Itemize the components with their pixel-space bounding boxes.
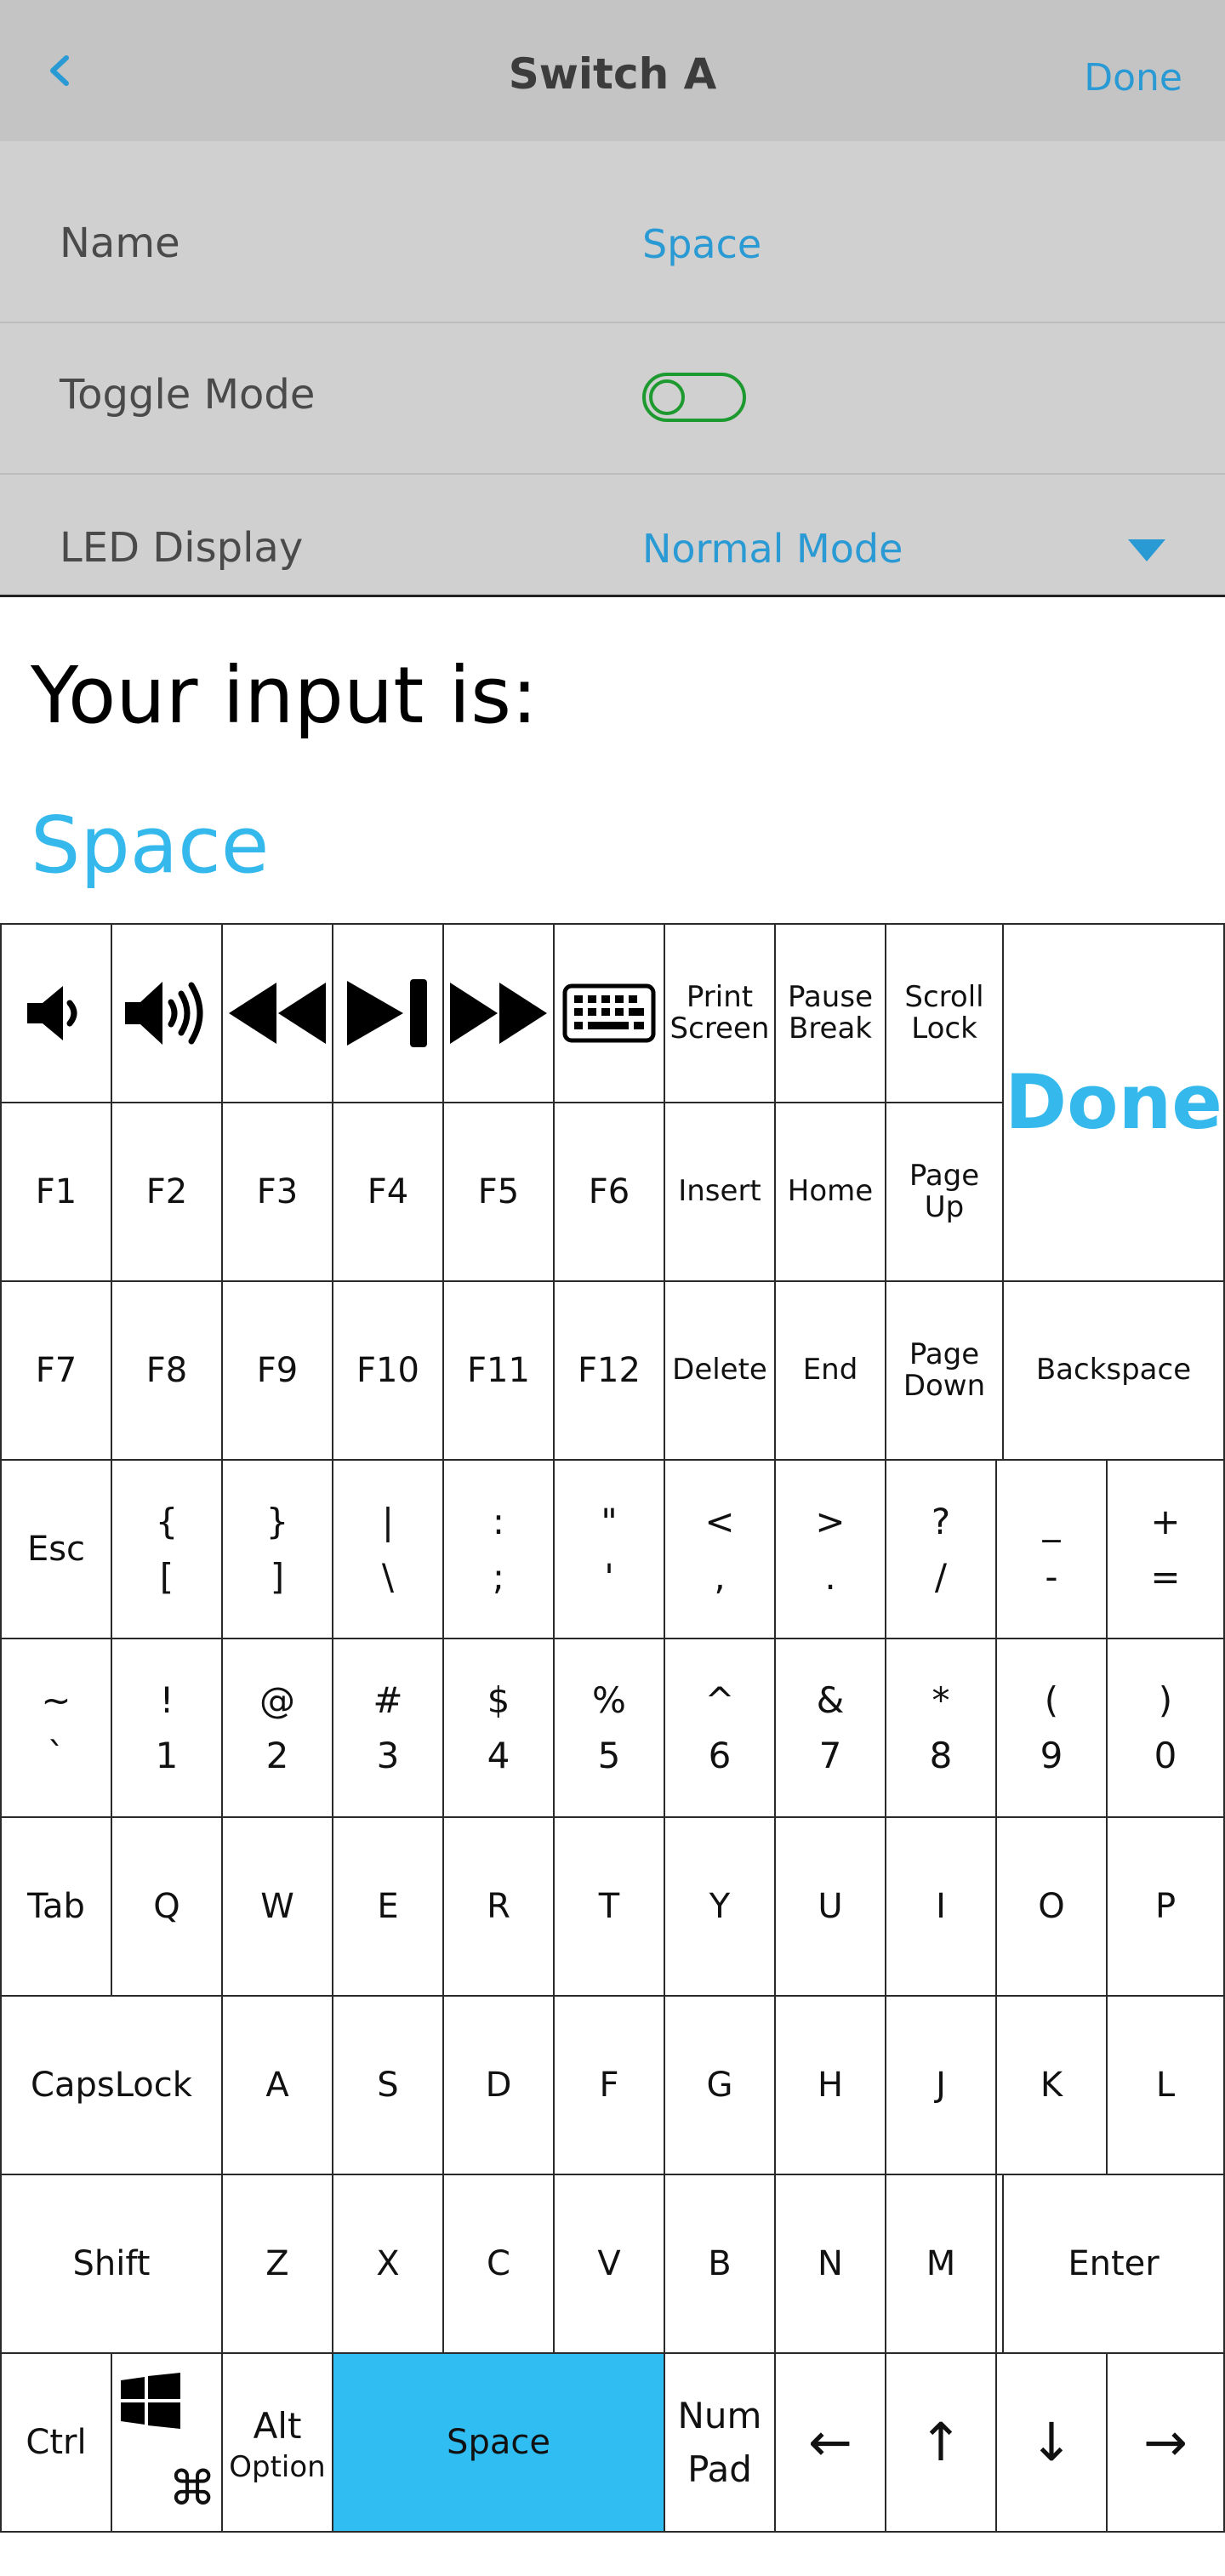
number-key[interactable] — [885, 1638, 997, 1818]
rewind-icon — [227, 979, 328, 1047]
key-label: F9 — [256, 1351, 299, 1390]
letter-key[interactable] — [664, 1816, 776, 1997]
arrow-up-key[interactable] — [885, 2352, 997, 2533]
key-label: Pause — [788, 979, 873, 1014]
letter-key[interactable] — [1106, 1816, 1225, 1997]
key-label: \ — [381, 1556, 395, 1598]
key-label: } — [265, 1500, 289, 1542]
key-label: O — [1038, 1887, 1065, 1926]
letter-key[interactable] — [111, 1816, 223, 1997]
letter-key[interactable] — [332, 1816, 444, 1997]
symbol-key[interactable] — [221, 1459, 333, 1639]
page-title: Switch A — [508, 49, 717, 99]
key-label: 3 — [376, 1735, 400, 1776]
volume-down-key[interactable] — [0, 923, 112, 1103]
key-label: { — [155, 1500, 179, 1542]
backspace-key[interactable] — [1002, 1280, 1225, 1461]
play-pause-icon — [345, 977, 430, 1049]
letter-key[interactable] — [553, 1816, 665, 1997]
letter-key[interactable] — [332, 2174, 444, 2354]
key-label: F2 — [145, 1172, 188, 1211]
arrow-right-key[interactable] — [1106, 2352, 1225, 2533]
windows-logo-icon — [121, 2373, 180, 2429]
key-label: W — [260, 1887, 294, 1926]
key-label: Pad — [687, 2448, 752, 2490]
number-key[interactable] — [442, 1638, 555, 1818]
key-label: ` — [47, 1735, 66, 1776]
key-label: M — [926, 2244, 956, 2283]
key-label: 1 — [155, 1735, 179, 1776]
key-label: ] — [270, 1556, 285, 1598]
key-f12[interactable] — [553, 1280, 665, 1461]
key-label: G — [706, 2066, 733, 2105]
letter-key[interactable] — [774, 2174, 886, 2354]
key-label: Done — [1005, 1057, 1222, 1146]
key-label: S — [377, 2066, 399, 2105]
letter-key[interactable] — [442, 2174, 555, 2354]
key-label: F — [599, 2066, 619, 2105]
key-label: + — [1150, 1500, 1181, 1542]
key-label: F8 — [145, 1351, 188, 1390]
tilde-key[interactable] — [0, 1638, 112, 1818]
key-label: Esc — [26, 1530, 86, 1569]
input-prompt: Your input is: — [31, 650, 538, 741]
key-label: @ — [259, 1678, 295, 1721]
key-label: ) — [1158, 1678, 1173, 1721]
key-label: Option — [229, 2449, 326, 2484]
letter-key[interactable] — [442, 1816, 555, 1997]
key-label: F10 — [356, 1351, 419, 1390]
letter-key[interactable] — [221, 1995, 333, 2175]
ctrl-key[interactable] — [0, 2352, 112, 2533]
key-label: 5 — [597, 1735, 621, 1776]
pause-break-key[interactable] — [774, 923, 886, 1103]
tab-key[interactable] — [0, 1816, 112, 1997]
key-label: " — [601, 1500, 618, 1542]
letter-key[interactable] — [332, 1995, 444, 2175]
key-label: U — [818, 1887, 843, 1926]
key-label: N — [818, 2244, 843, 2283]
key-label: - — [1045, 1556, 1058, 1598]
nav-header — [0, 0, 1225, 141]
led-display-value[interactable]: Normal Mode — [642, 526, 903, 572]
page-up-key[interactable] — [885, 1102, 1004, 1282]
key-label: Backspace — [1035, 1353, 1192, 1388]
key-label: Num — [677, 2395, 762, 2436]
key-f7[interactable] — [0, 1280, 112, 1461]
key-f9[interactable] — [221, 1280, 333, 1461]
key-label: 6 — [708, 1735, 732, 1776]
name-row[interactable] — [0, 141, 1225, 323]
key-label: * — [932, 1678, 950, 1721]
command-icon: ⌘ — [168, 2461, 216, 2517]
letter-key[interactable] — [774, 1816, 886, 1997]
key-label: Y — [709, 1887, 731, 1926]
name-value[interactable]: Space — [642, 221, 762, 267]
keyboard-done-key[interactable] — [1002, 923, 1225, 1282]
letter-key[interactable] — [885, 1816, 997, 1997]
fast-forward-icon — [448, 979, 549, 1047]
capslock-key[interactable] — [0, 1995, 223, 2175]
number-key[interactable] — [553, 1638, 665, 1818]
shift-key[interactable] — [0, 2174, 223, 2354]
key-label: B — [708, 2244, 732, 2283]
toggle-mode-switch[interactable] — [642, 373, 746, 422]
key-label: End — [802, 1353, 858, 1388]
key-label: CapsLock — [31, 2066, 192, 2105]
number-key[interactable] — [111, 1638, 223, 1818]
letter-key[interactable] — [664, 2174, 776, 2354]
letter-key[interactable] — [221, 1816, 333, 1997]
key-label: < — [704, 1500, 735, 1542]
symbol-key[interactable] — [442, 1459, 555, 1639]
toggle-mode-row — [0, 323, 1225, 475]
arrow-left-key[interactable] — [774, 2352, 886, 2533]
key-label: = — [1150, 1556, 1181, 1598]
key-label: V — [597, 2244, 621, 2283]
toggle-knob — [649, 379, 685, 415]
key-label: C — [487, 2244, 510, 2283]
done-button[interactable]: Done — [1084, 56, 1182, 100]
key-label: / — [934, 1556, 948, 1598]
key-label: X — [376, 2244, 400, 2283]
letter-key[interactable] — [442, 1995, 555, 2175]
key-label: ^ — [704, 1678, 735, 1721]
dropdown-arrow-icon[interactable] — [1128, 539, 1165, 561]
key-label: F1 — [35, 1172, 77, 1211]
key-label: > — [815, 1500, 846, 1542]
key-label: Up — [924, 1190, 965, 1224]
key-label: F6 — [588, 1172, 630, 1211]
key-label: Delete — [672, 1353, 767, 1388]
key-label: Enter — [1068, 2244, 1159, 2283]
volume-up-icon — [120, 975, 214, 1051]
enter-key[interactable] — [1002, 2174, 1225, 2354]
key-label: Z — [265, 2244, 289, 2283]
key-label: ? — [931, 1500, 951, 1542]
key-label: $ — [487, 1678, 510, 1721]
letter-key[interactable] — [995, 1995, 1108, 2175]
symbol-key[interactable] — [995, 1459, 1108, 1639]
key-label: ↑ — [919, 2410, 963, 2473]
key-f4[interactable] — [332, 1102, 444, 1282]
symbol-key[interactable] — [664, 1459, 776, 1639]
key-label: F7 — [35, 1351, 77, 1390]
rewind-key[interactable] — [221, 923, 333, 1103]
number-key[interactable] — [332, 1638, 444, 1818]
key-label: _ — [1042, 1500, 1061, 1542]
key-f1[interactable] — [0, 1102, 112, 1282]
key-label: Shift — [72, 2244, 151, 2283]
key-label: # — [373, 1678, 403, 1721]
toggle-mode-label: Toggle Mode — [60, 371, 316, 419]
key-label: 8 — [929, 1735, 953, 1776]
volume-up-key[interactable] — [111, 923, 223, 1103]
arrow-down-key[interactable] — [995, 2352, 1108, 2533]
esc-key[interactable] — [0, 1459, 112, 1639]
key-f2[interactable] — [111, 1102, 223, 1282]
symbol-key[interactable] — [774, 1459, 886, 1639]
scroll-lock-key[interactable] — [885, 923, 1004, 1103]
key-delete[interactable] — [664, 1280, 776, 1461]
key-label: Alt — [253, 2404, 302, 2447]
key-label: Tab — [27, 1887, 85, 1926]
key-label: F3 — [256, 1172, 299, 1211]
key-label: 7 — [818, 1735, 842, 1776]
key-label: Page — [909, 1158, 980, 1193]
key-end[interactable] — [774, 1280, 886, 1461]
key-f11[interactable] — [442, 1280, 555, 1461]
symbol-key[interactable] — [111, 1459, 223, 1639]
page-down-key[interactable] — [885, 1280, 1004, 1461]
key-label: 9 — [1040, 1735, 1063, 1776]
led-display-row[interactable] — [0, 475, 1225, 595]
key-label: A — [265, 2066, 289, 2105]
letter-key[interactable] — [774, 1995, 886, 2175]
key-label: 2 — [265, 1735, 289, 1776]
virtual-keyboard — [0, 923, 1225, 2528]
windows-command-key[interactable] — [111, 2352, 223, 2533]
key-label: & — [816, 1678, 845, 1721]
number-key[interactable] — [995, 1638, 1108, 1818]
letter-key[interactable] — [553, 2174, 665, 2354]
key-f6[interactable] — [553, 1102, 665, 1282]
key-label: E — [377, 1887, 399, 1926]
space-key[interactable] — [332, 2352, 665, 2533]
key-label: Home — [787, 1174, 874, 1209]
key-label: ~ — [41, 1678, 71, 1721]
key-insert[interactable] — [664, 1102, 776, 1282]
key-label: Space — [447, 2423, 550, 2462]
fast-forward-key[interactable] — [442, 923, 555, 1103]
letter-key[interactable] — [553, 1995, 665, 2175]
key-label: Ctrl — [26, 2423, 87, 2462]
key-label: | — [381, 1500, 395, 1542]
letter-key[interactable] — [1106, 1995, 1225, 2175]
key-label: ! — [159, 1678, 174, 1721]
key-label: % — [592, 1678, 626, 1721]
name-label: Name — [60, 219, 180, 267]
key-label: Print — [686, 979, 754, 1014]
key-home[interactable] — [774, 1102, 886, 1282]
key-label: ( — [1044, 1678, 1059, 1721]
key-label: Break — [789, 1012, 872, 1046]
key-label: Scroll — [904, 979, 984, 1014]
key-label: , — [714, 1556, 726, 1598]
key-label: : — [492, 1500, 505, 1542]
number-key[interactable] — [664, 1638, 776, 1818]
key-label: Q — [153, 1887, 180, 1926]
letter-key[interactable] — [995, 1816, 1108, 1997]
letter-key[interactable] — [221, 2174, 333, 2354]
number-key[interactable] — [221, 1638, 333, 1818]
volume-down-icon — [22, 979, 90, 1047]
key-label: Insert — [678, 1174, 761, 1209]
key-label: 4 — [487, 1735, 510, 1776]
key-label: R — [487, 1887, 510, 1926]
key-f3[interactable] — [221, 1102, 333, 1282]
play-pause-key[interactable] — [332, 923, 444, 1103]
key-label: L — [1155, 2066, 1176, 2105]
alt-option-key[interactable] — [221, 2352, 333, 2533]
key-label: [ — [159, 1556, 174, 1598]
symbol-key[interactable] — [1106, 1459, 1225, 1639]
key-label: D — [485, 2066, 512, 2105]
key-label: Down — [903, 1369, 986, 1403]
key-label: ↓ — [1029, 2410, 1074, 2473]
key-label: F12 — [578, 1351, 641, 1390]
letter-key[interactable] — [664, 1995, 776, 2175]
number-key[interactable] — [1106, 1638, 1225, 1818]
key-label: F4 — [367, 1172, 409, 1211]
key-label: J — [936, 2066, 946, 2105]
key-label: → — [1143, 2410, 1188, 2473]
key-label: Page — [909, 1336, 980, 1371]
symbol-key[interactable] — [332, 1459, 444, 1639]
input-value: Space — [31, 800, 270, 891]
key-label: ; — [492, 1556, 505, 1598]
key-label: K — [1040, 2066, 1063, 2105]
numpad-key[interactable] — [664, 2352, 776, 2533]
letter-key[interactable] — [885, 2174, 997, 2354]
key-label: I — [936, 1887, 946, 1926]
key-label: Screen — [669, 1012, 770, 1046]
key-label: Lock — [911, 1012, 977, 1046]
symbol-key[interactable] — [885, 1459, 997, 1639]
key-label: F5 — [477, 1172, 520, 1211]
key-f10[interactable] — [332, 1280, 444, 1461]
number-key[interactable] — [774, 1638, 886, 1818]
key-f5[interactable] — [442, 1102, 555, 1282]
key-label: P — [1154, 1887, 1177, 1926]
keyboard-icon — [562, 983, 656, 1043]
keyboard-key[interactable] — [553, 923, 665, 1103]
key-f8[interactable] — [111, 1280, 223, 1461]
key-label: T — [598, 1887, 620, 1926]
key-label: H — [817, 2066, 844, 2105]
key-label: 0 — [1154, 1735, 1177, 1776]
symbol-key[interactable] — [553, 1459, 665, 1639]
led-display-label: LED Display — [60, 524, 304, 572]
letter-key[interactable] — [885, 1995, 997, 2175]
key-label: . — [824, 1556, 836, 1598]
key-label: ' — [604, 1556, 614, 1598]
key-label: ← — [808, 2410, 852, 2473]
print-screen-key[interactable] — [664, 923, 776, 1103]
key-label: F11 — [467, 1351, 530, 1390]
